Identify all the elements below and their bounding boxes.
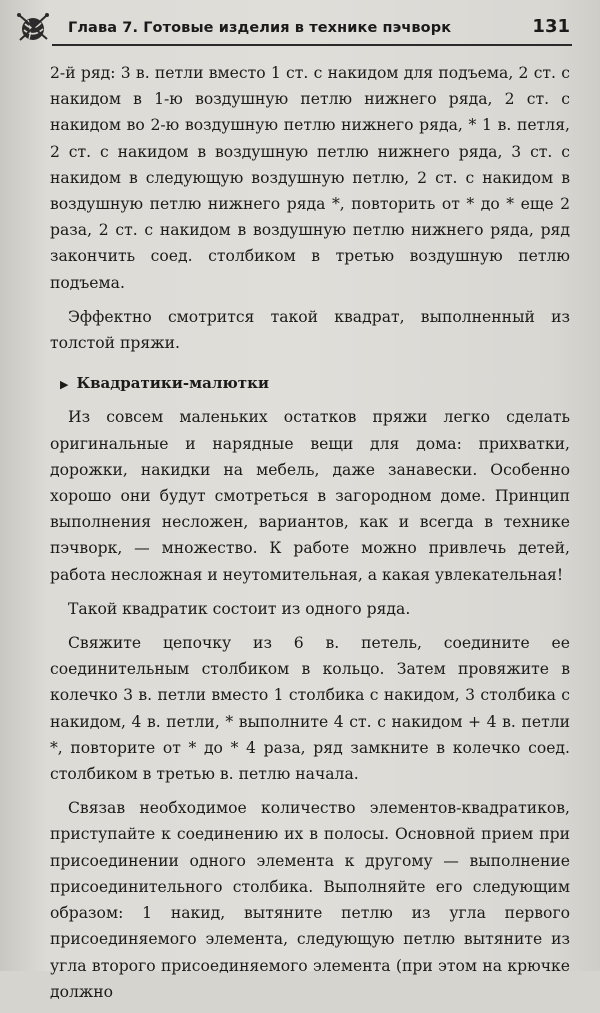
paragraph: Связав необходимое количество элементов-квадратиков, приступайте к соединению их в полосы. Основной прием при присоединении одного элемента к другому — выполнение присоединительного столбика. Выполняйте его следующим образом: 1 накид, вытяните петлю из угла первого присоединяемого элемента, следующую петлю вытяните из угла второго присоединяемого элемента (при этом на крючке должно [50, 799, 570, 1001]
paragraph: Эффектно смотрится такой квадрат, выполненный из толстой пряжи. [50, 307, 570, 353]
header-divider [52, 44, 572, 46]
section-heading [50, 370, 570, 398]
running-header [8, 8, 592, 44]
paragraph: 2-й ряд: 3 в. петли вместо 1 ст. с накидом для подъема, 2 ст. с накидом в 1-ю воздушную петлю нижнего ряда, 2 ст. с накидом во 2-ю воздушную петлю нижнего ряда, * 1 в. петля, 2 ст. с накидом в воздушную петлю нижнего ряда, 3 ст. с накидом в следующую воздушную петлю, 2 ст. с накидом в воздушную петлю нижнего ряда *, повторить от * до * еще 2 раза, 2 ст. с накидом в воздушную петлю нижнего ряда, ряд закончить соед. столбиком в третью воздушную петлю подъема. [50, 64, 570, 292]
body-text [50, 60, 570, 1013]
paragraph: Свяжите цепочку из 6 в. петель, соедините ее соединительным столбиком в кольцо. Затем провяжите в колечко 3 в. петли вместо 1 столбика с накидом, 3 столбика с накидом, 4 в. петли, * выполните 4 ст. с накидом + 4 в. петли *, повторите от * до * 4 раза, ряд замкните в колечко соед. столбиком в третью в. петлю начала. [50, 634, 570, 784]
chapter-title: Глава 7. Готовые изделия в технике пэчворк [68, 20, 452, 36]
paragraph: Из совсем маленьких остатков пряжи легко сделать оригинальные и нарядные вещи для дома: прихватки, дорожки, накидки на мебель, даже занавески. Особенно хорошо они будут смотреться в загородном доме. Принцип выполнения несложен, вариантов, как и всегда в технике пэчворк, — множество. К работе можно привлечь детей, работа несложная и неутомительная, а какая увлекательная! [50, 408, 570, 584]
triangle-bullet-icon: ▶ [60, 378, 69, 392]
section-heading-label: Квадратики-малютки [76, 374, 270, 393]
page-number: 131 [532, 16, 570, 37]
yarn-ball-icon [16, 12, 50, 42]
paragraph: Такой квадратик состоит из одного ряда. [68, 599, 411, 618]
